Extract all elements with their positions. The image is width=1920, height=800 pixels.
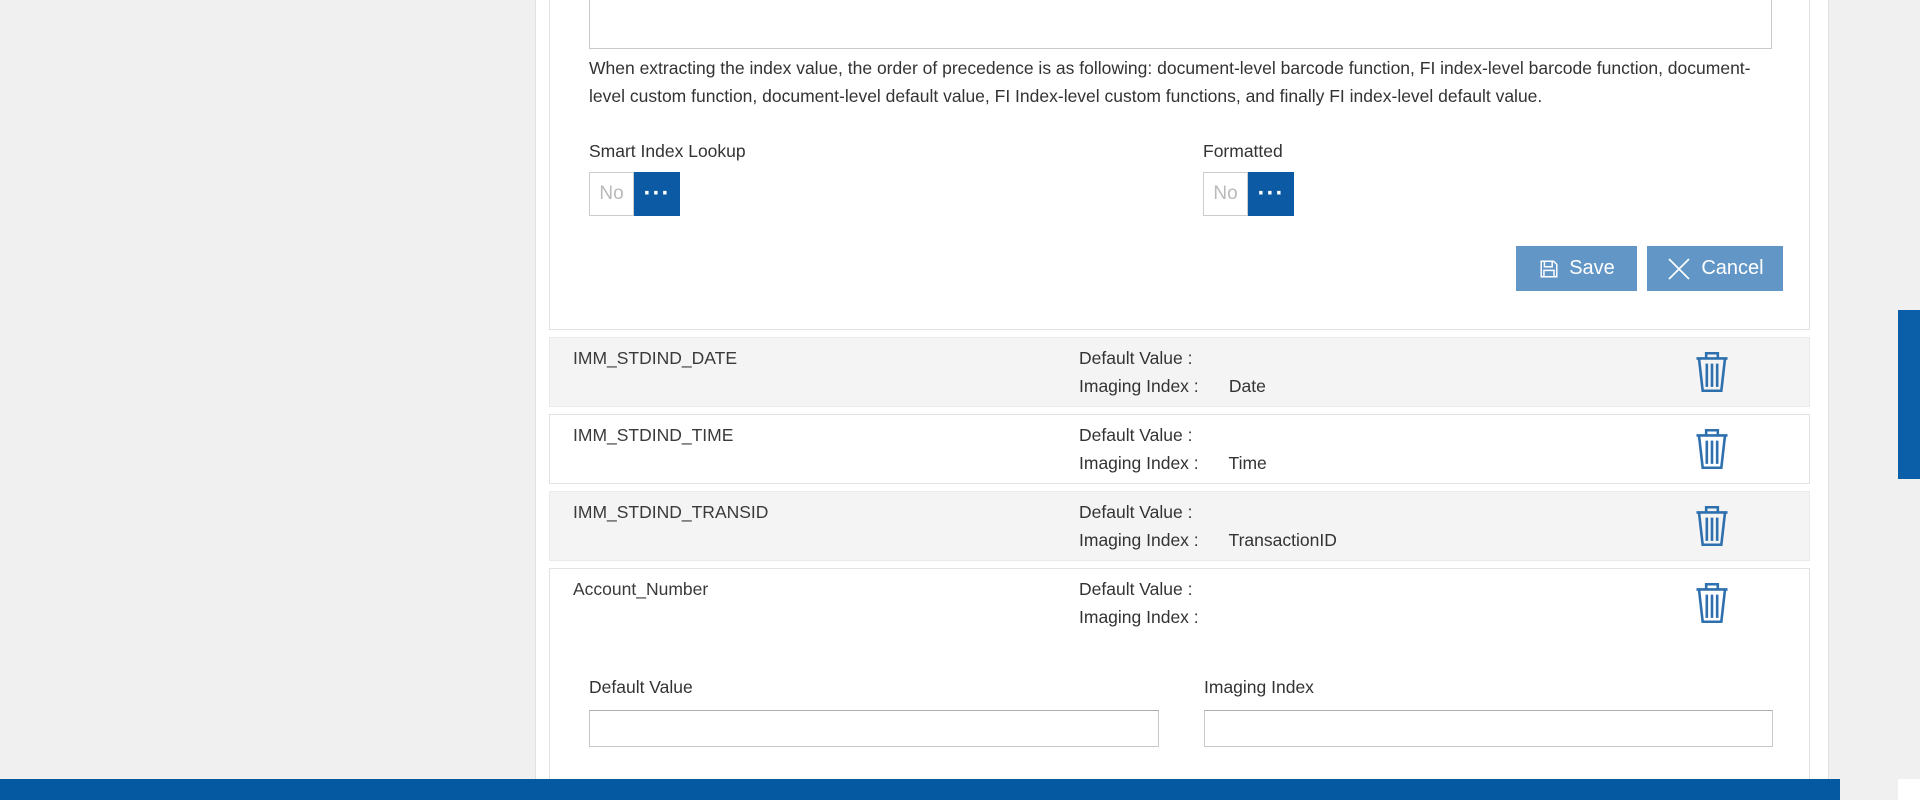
index-row-imm-stdind-date[interactable] bbox=[549, 337, 1810, 407]
formatted-value-field[interactable] bbox=[1203, 172, 1248, 216]
index-row-imm-stdind-time[interactable] bbox=[549, 414, 1810, 484]
imaging-index-text: Time bbox=[1228, 453, 1267, 473]
edit-imaging-index-label: Imaging Index bbox=[1204, 677, 1314, 697]
row-field-name: IMM_STDIND_TRANSID bbox=[573, 502, 769, 522]
imaging-index-label: Imaging Index : bbox=[1079, 607, 1199, 627]
save-button-label: Save bbox=[1569, 257, 1615, 279]
formatted-more-button[interactable]: ··· bbox=[1248, 172, 1294, 216]
cancel-x-icon bbox=[1666, 256, 1692, 282]
delete-row-button[interactable] bbox=[1690, 350, 1734, 396]
cancel-button[interactable] bbox=[1647, 246, 1783, 291]
default-value-label: Default Value : bbox=[1079, 425, 1193, 445]
bottom-blue-bar bbox=[0, 779, 1840, 800]
row-field-name: Account_Number bbox=[573, 579, 709, 599]
save-floppy-icon bbox=[1538, 258, 1560, 280]
delete-row-button[interactable] bbox=[1690, 581, 1734, 627]
edit-imaging-index-input[interactable] bbox=[1204, 710, 1773, 747]
bottom-strip bbox=[0, 779, 1920, 800]
left-gutter-panel bbox=[0, 0, 536, 779]
precedence-help-text: When extracting the index value, the order of precedence is as following: document-level barcode function, FI index-level barcode function, document-level custom function, document-level default value, FI Index-level custom functions, and finally FI index-level default value. bbox=[589, 58, 1751, 106]
default-value-label: Default Value : bbox=[1079, 348, 1193, 368]
imaging-index-label: Imaging Index : bbox=[1079, 530, 1199, 550]
trash-icon bbox=[1692, 536, 1732, 551]
imaging-index-text: Date bbox=[1228, 376, 1266, 396]
default-value-label: Default Value : bbox=[1079, 579, 1193, 599]
delete-row-button[interactable] bbox=[1690, 427, 1734, 473]
imaging-index-text: TransactionID bbox=[1228, 530, 1337, 550]
default-value-label: Default Value : bbox=[1079, 502, 1193, 522]
smart-index-lookup-value-field[interactable] bbox=[589, 172, 634, 216]
index-row-imm-stdind-transid[interactable] bbox=[549, 491, 1810, 561]
index-row-account-number-expanded[interactable] bbox=[549, 568, 1810, 800]
imaging-index-label: Imaging Index : bbox=[1079, 376, 1199, 396]
bottom-gray-segment bbox=[1840, 779, 1898, 800]
row-field-name: IMM_STDIND_TIME bbox=[573, 425, 734, 445]
function-text-input[interactable] bbox=[589, 0, 1772, 49]
edit-default-value-input[interactable] bbox=[589, 710, 1159, 747]
save-button[interactable] bbox=[1516, 246, 1637, 291]
trash-icon bbox=[1692, 613, 1732, 628]
trash-icon bbox=[1692, 459, 1732, 474]
smart-index-lookup-label: Smart Index Lookup bbox=[589, 141, 746, 161]
delete-row-button[interactable] bbox=[1690, 504, 1734, 550]
imaging-index-label: Imaging Index : bbox=[1079, 453, 1199, 473]
edit-default-value-label: Default Value bbox=[589, 677, 693, 697]
smart-index-lookup-more-button[interactable]: ··· bbox=[634, 172, 680, 216]
cancel-button-label: Cancel bbox=[1701, 257, 1764, 279]
row-field-name: IMM_STDIND_DATE bbox=[573, 348, 737, 368]
trash-icon bbox=[1692, 382, 1732, 397]
vertical-scrollbar-thumb[interactable] bbox=[1898, 310, 1920, 479]
formatted-label: Formatted bbox=[1203, 141, 1283, 161]
